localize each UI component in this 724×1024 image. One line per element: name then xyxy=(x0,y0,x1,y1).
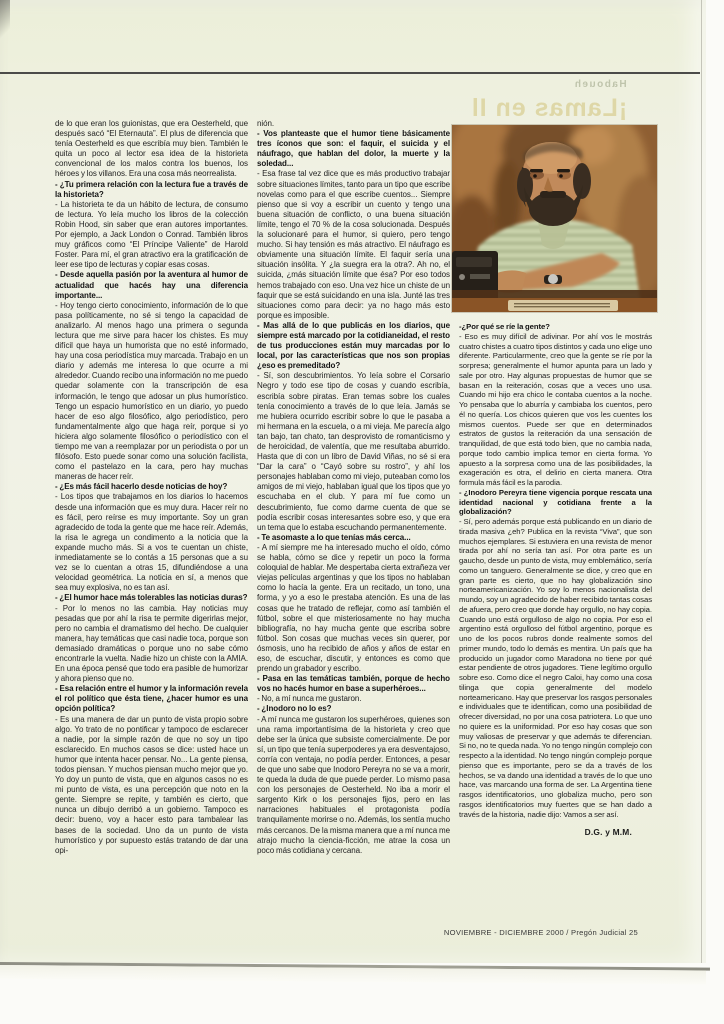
answer-paragraph: nión. xyxy=(257,119,275,128)
answer-paragraph: - Por lo menos no las cambia. Hay noticias muy pesadas que por ahí la risa te permite digerirlas mejor, pero no cambia el dramatismo del hecho. De cualquier manera, hay temáticas que casi nadie toca, porque son demasiado dramáticas o porque uno no sabe cómo encontrarle la vuelta. Nadie hizo un chiste con la AMIA. En una época pensé que todo era pasible de humorizar y ahora pienso que no. xyxy=(55,603,248,684)
article-column-3-text xyxy=(459,322,652,819)
answer-paragraph: - La historieta te da un hábito de lectura, de consumo de lectura. Yo leía mucho los libros de la colección Robin Hood, sin saber que eran autores importantes. Por ejemplo, a Jack London o Conrad. También libros muy gráficos como “El Príncipe Valiente” de Harold Foster. Para mí, el gran atractivo era la gratificación de leer ese tipo de lecturas y copiar esas cosas. xyxy=(55,199,248,270)
question-paragraph: -¿Por qué se ríe la gente? xyxy=(459,322,550,331)
answer-paragraph: de lo que eran los guionistas, que era Oesterheld, que después sacó “El Eternauta”. El plus de diferencia que tenía Oesterheld es que escribía muy bien. También le quita un poco al lector esa idea de la historieta convencional de los malos contra los buenos, los héroes y los villanos. Era una cosa más neorrealista. xyxy=(55,119,248,179)
answer-paragraph: - Eso es muy difícil de adivinar. Por ahí vos le mostrás cuatro chistes a cuatro tipos distintos y cada uno elige uno diferente. Particularmente, creo que la gente se ríe por la sorpresa; generalmente el humor apunta para un lado y sale por otro. Hay algunas propuestas de humor que se basan en la reiteración, cosas que a veces uno usa. Cuando mi hijo era chico le contaba cuentos a la noche. Yo pensaba que lo aburría y cambiaba los cuentos, pero él no quería. Los chicos quieren que vos les cuentes los mismos cuentos. Puede ser que en determinados estratos de gustos la reiteración da una sensación de tranquilidad, de que está todo bien, que no cambia nada, porque todo cambio implica temor en cierta forma. Yo apuesto a la sorpresa como una de las posibilidades, la exageración es otra, el delirio en cierta manera. Otra formula más fácil es la parodia. xyxy=(459,331,652,487)
interview-photo-graphic xyxy=(452,125,657,312)
question-paragraph: - ¿Tu primera relación con la lectura fue a través de la historieta? xyxy=(55,179,248,199)
answer-paragraph: - Es una manera de dar un punto de vista propio sobre algo. Yo trato de no pontificar y tampoco de esclarecer a nadie, por la simple razón de que no soy un tipo esclarecido. En muchos casos se dice: usted hace un humor que intenta hacer pensar. No... La gente piensa, todos piensan. Y muchos piensan mucho mejor que yo. Yo doy un punto de vista, que en algunos casos no es mi punto de vista, es una percepción que noto en la gente. Siempre se repite, y también es cierto, que nunca un dibujo derribó a un gobierno. Tampoco es decir: bueno, voy a hacer esto para tambalear las bases de la sociedad. Uno da un punto de vista humorístico y por supuesto estás tratando de dar una opi- xyxy=(55,714,248,855)
question-paragraph: - Pasa en las temáticas también, porque de hecho vos no hacés humor en base a superhéroes... xyxy=(257,674,450,694)
question-paragraph: - Vos planteaste que el humor tiene básicamente tres íconos que son: el faquir, el suicida y el náufrago, que hablan del dolor, la muerte y la soledad... xyxy=(257,129,450,169)
question-paragraph: - ¿Inodoro no lo es? xyxy=(257,704,332,714)
question-paragraph: - ¿El humor hace más tolerables las noticias duras? xyxy=(55,593,248,603)
question-paragraph: - Desde aquella pasión por la aventura al humor de actualidad que hacés hay una diferencia importante... xyxy=(55,270,248,300)
article-column-3 xyxy=(459,322,652,837)
question-paragraph: - ¿Es más fácil hacerlo desde noticias de hoy? xyxy=(55,482,228,492)
page-right-edge xyxy=(701,0,702,963)
answer-paragraph: - Hoy tengo cierto conocimiento, información de lo que pasa políticamente, no sé si tengo la capacidad de analizarlo. Al menos hago una primera o segunda lectura que me sirve para hacer los chistes. Es muy difícil que haya un humorista que no esté informado, hay una cosa periodística muy marcada. Trabajo en un diario y además me interesa lo que ocurre a mi alrededor. Cuando recibo una información no me puedo quedar solamente con la transcripción de esa información, le tengo que adosar un plus humorístico. Tengo un espacio humorístico en un diario, yo puedo hacer de eso algo filosófico, algo periodístico, pero fundamentalmente algo que haga reír, porque si yo hiciera algo solamente filosófico o periodístico con el tiempo me van a reemplazar por un periodista o por un filósofo. Esto puede sonar como una solución facilista, como el pastelazo en la cara, pero hay muchas maneras de hacer reír. xyxy=(55,300,248,482)
question-paragraph: - Esa relación entre el humor y la información revela el rol político que ésta tiene, ¿hacer humor es una opción política? xyxy=(55,684,248,714)
question-paragraph: - Mas allá de lo que publicás en los diarios, que siempre está marcado por la cotidianeidad, el resto de tus producciones están muy marcadas por lo local, por las características que nos son propias ¿eso es premeditado? xyxy=(257,320,450,371)
article-column-1 xyxy=(55,119,248,911)
interview-photo xyxy=(452,125,657,312)
ghost-bleedthrough-text-small: Haboueh xyxy=(573,79,627,90)
page-footer: NOVIEMBRE - DICIEMBRE 2000 / Pregón Judicial 25 xyxy=(443,928,638,937)
byline: D.G. y M.M. xyxy=(584,827,632,838)
article-column-2 xyxy=(257,119,450,911)
answer-paragraph: - No, a mí nunca me gustaron. xyxy=(257,694,362,704)
answer-paragraph: - Sí, son descubrimientos. Yo leía sobre el Corsario Negro y todo ese tipo de cosas y cuando escribía, escribía sobre piratas. Eran temas sobre los cuales tenía conocimiento a través de lo que leía. Jamás se me hubiera ocurrido escribir sobre lo que le pasaba a mi hermana en la escuela, o a mi vieja. Me parecía algo tan bajo, tan chato, tan desprovisto de romanticismo y de heroicidad, de valentía, que me resultaba aburrido. Hasta que di con un libro de David Viñas, no sé si era “Dar la cara” o “Cayó sobre su rostro”, y ahí los personajes hablaban como mi viejo, puteaban como los amigos de mi viejo, hablaban igual que los tipos que yo escuchaba en el club. Y para mí fue como un descubrimiento, fue como darme cuenta de que se podía escribir cosas interesantes sobre eso, y que era un tema que lo estaba escuchando permanentemente. xyxy=(257,371,450,532)
question-paragraph: - Te asomaste a lo que tenías más cerca... xyxy=(257,532,411,542)
ghost-bleedthrough-headline: ¡Lamas en Il xyxy=(470,94,628,122)
answer-paragraph: - Sí, pero además porque está publicando en un diario de tirada masiva ¿eh? Publica en la revista “Viva”, que son muchos ejemplares. Si estuviera en una revista de menor tirada por ahí no sería tan así. Por otra parte es un gaucho, desde un punto de vista, muy emblemático, sería como un tanguero. Generalmente se dice, y creo que en gran parte es cierto, que no hay globalización sino norteamericanización. Yo soy lo menos nacionalista del mundo, soy un agradecido de haber recibido tantas cosas de afuera, pero creo que donde hay orgullo, no hay copia. Cuando uno está orgulloso de algo no copia. Por eso el argentino está orgulloso del fútbol argentino, porque es uno de los pocos rubros donde realmente somos del primer mundo, todo lo demás es mentira. Un país que ha producido un jugador como Maradona no tiene por qué estar pendiente de otros jugadores. Tiene legítimo orgullo sobre eso. Como dice el negro Caloi, hay como una cosa tilinga que copia generalmente del modelo norteamericano. Hay que preservar los rasgos personales e individuales que te identifican, como una posibilidad de ofrecer diversidad, no por una cosa patriotera. Lo que uno no quiere es la uniformidad. Por eso hay cosas que son muy valiosas de preservar y que además te diferencian. Si no, no te queda nada. Yo no tengo ningún complejo con respecto a la identidad. No tengo ningún complejo porque pienso que es importante, pero se da a través de los hechos, se va dando una identidad a través de lo que uno hace, vas marcando una forma de ser. La Argentina tiene rasgos identificatorios, uno globaliza mucho, pero son rasgos identificatorios muy fuertes que se han dado a través de la historia, nadie dijo: Vamos a ser así. xyxy=(459,517,652,819)
question-paragraph: - ¿Inodoro Pereyra tiene vigencia porque rescata una identidad nacional y cotidiana frente a la globalización? xyxy=(459,487,652,517)
top-rule xyxy=(0,72,700,74)
scan-corner-shadow xyxy=(0,0,10,46)
answer-paragraph: - A mí siempre me ha interesado mucho el oído, cómo se habla, cómo se dice y repetir un poco la forma coloquial de hablar. Me despertaba cierta extrañeza ver viejas películas argentinas y que los tipos no hablaban como lo hacía la gente. Era un recitado, un tono, una forma, y yo a eso le prestaba atención. Es una de las cosas que he tratado de reflejar, como así también el fútbol, sobre el que misteriosamente no hay mucha bibliografía, no hay mucha gente que escriba sobre fútbol. Son cosas que muchas veces sin querer, por ósmosis, uno ha recibido de años y años de estar en eso, de escuchar, discutir, y entonces es como que prendo un grabador y escribo. xyxy=(257,542,450,674)
answer-paragraph: - Los tipos que trabajamos en los diarios lo hacemos desde una información que es muy dura. Hacer reír no es fácil, pero reírse es muy importante. Soy un gran agradecido de toda la gente que me hace reír. Además, la risa le agrega un condimento a la noticia que la expande mucho más. Si a vos te cuentan un chiste, inmediatamente se lo contás a 15 personas que a su vez se lo cuentan a otras 15, difundiéndose a una velocidad geométrica. La noticia en sí, a menos que sea muy explosiva, no es tan así. xyxy=(55,492,248,593)
answer-paragraph: - Esa frase tal vez dice que es más productivo trabajar sobre situaciones límites, tanto para un tipo que escribe novelas como para el que escribe cuentos... Siempre pienso que si voy a escribir un cuento y tengo una buena situación de conflicto, o una buena situación límite, tengo el 70 % de la cosa solucionada. Después la solucionaré para el humor, si quiero, pero tengo mucho. Si hay tensión es más atractivo. El náufrago es obviamente una situación límite. El faquir sería una situación insólita. Y ¿la suegra era la otra?. Ah no, el suicida, ¿más situación límite que ésa? Por eso todos hemos trabajado con eso. Una vez hice un chiste de un faquir que se está suicidando en una isla. Junté las tres situaciones como para decir: ya no hago más esto porque es imposible. xyxy=(257,169,450,320)
answer-paragraph: - A mí nunca me gustaron los superhéroes, quienes son una rama importantísima de la historieta y creo que debe ser la única que subsiste comercialmente. De por sí, un tipo que tenía superpoderes ya era desventajoso, corría con ventaja, no podía perder. Entonces, a pesar de que uno sabe que Inodoro Pereyra no se va a morir, te queda la duda de que puede perder. Lo mismo pasa con los personajes de Oesterheld. No iba a morir el sargento Kirk o los personajes fijos, pero en las narraciones habituales el protagonista podía tranquilamente morirse o no. Además, los sentía mucho más cercanos. De la misma manera que a mí nunca me atrajo mucho la ciencia-ficción, me atrae la cosa un poco más cotidiana y cercana. xyxy=(257,714,450,855)
